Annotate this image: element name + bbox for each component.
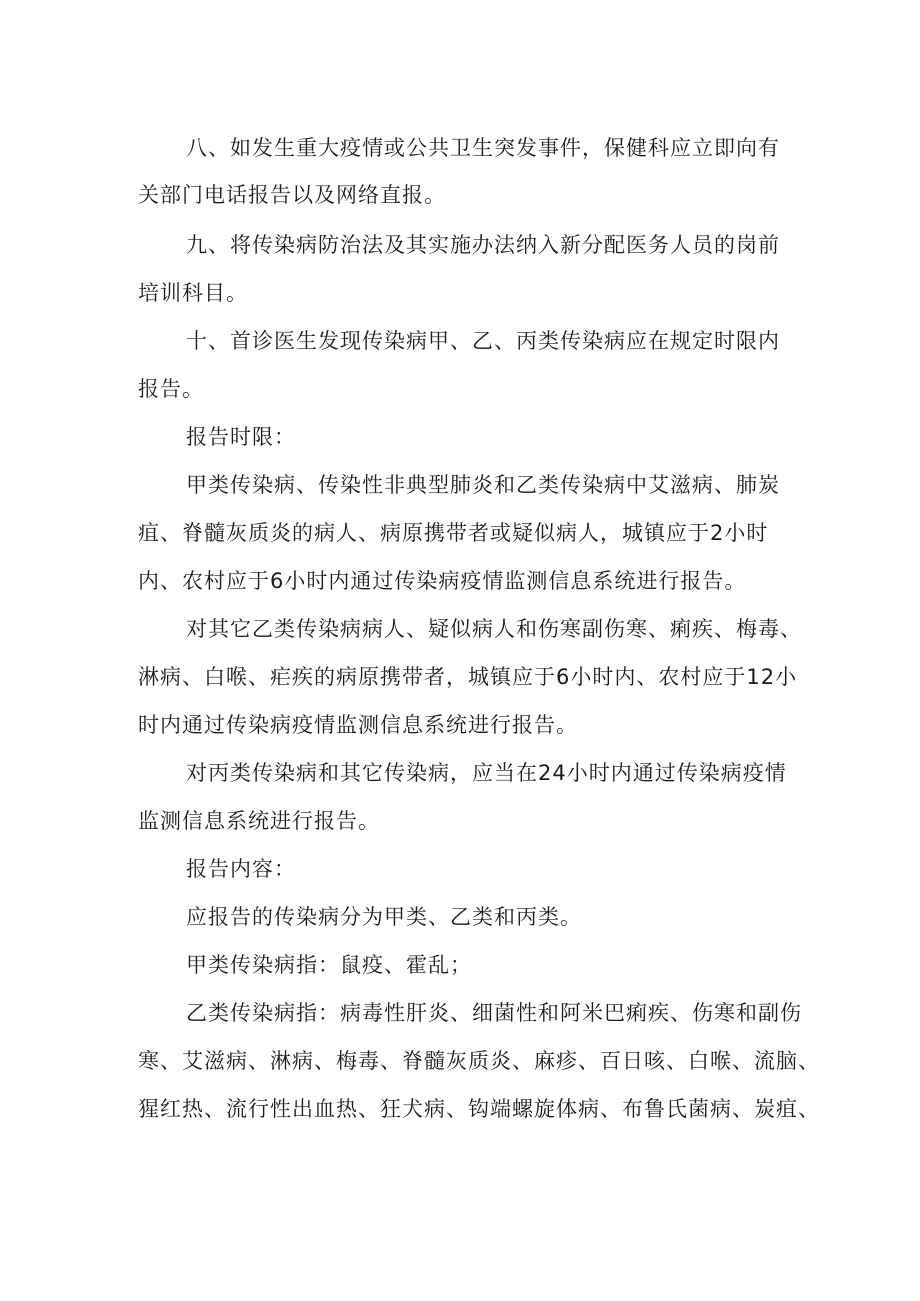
text-line: 内、农村应于6小时内通过传染病疫情监测信息系统进行报告。	[138, 569, 747, 593]
text-line: 甲类传染病指：鼠疫、霍乱；	[186, 953, 472, 977]
text-line: 应报告的传染病分为甲类、乙类和丙类。	[186, 905, 582, 929]
text-line: 对其它乙类传染病病人、疑似病人和伤寒副伤寒、痢疾、梅毒、	[186, 617, 802, 641]
text-line: 十、首诊医生发现传染病甲、乙、丙类传染病应在规定时限内	[186, 329, 780, 353]
text-line: 寒、艾滋病、淋病、梅毒、脊髓灰质炎、麻疹、百日咳、白喉、流脑、	[138, 1049, 820, 1073]
text-line: 关部门电话报告以及网络直报。	[138, 183, 446, 207]
text-line: 培训科目。	[138, 281, 248, 305]
text-line: 对丙类传染病和其它传染病，应当在24小时内通过传染病疫情	[186, 761, 787, 785]
section-heading: 报告时限：	[186, 425, 296, 449]
text-line: 猩红热、流行性出血热、狂犬病、钩端螺旋体病、布鲁氏菌病、炭疽、	[138, 1097, 820, 1121]
text-line: 监测信息系统进行报告。	[138, 809, 380, 833]
text-line: 淋病、白喉、疟疾的病原携带者，城镇应于6小时内、农村应于12小	[138, 665, 798, 689]
text-line: 时内通过传染病疫情监测信息系统进行报告。	[138, 713, 578, 737]
text-line: 八、如发生重大疫情或公共卫生突发事件，保健科应立即向有	[186, 136, 780, 160]
section-heading: 报告内容：	[186, 857, 296, 881]
text-line: 疽、脊髓灰质炎的病人、病原携带者或疑似病人，城镇应于2小时	[138, 521, 769, 545]
text-line: 乙类传染病指：病毒性肝炎、细菌性和阿米巴痢疾、伤寒和副伤	[186, 1001, 802, 1025]
text-line: 九、将传染病防治法及其实施办法纳入新分配医务人员的岗前	[186, 233, 780, 257]
text-line: 报告。	[138, 377, 204, 401]
text-line: 甲类传染病、传染性非典型肺炎和乙类传染病中艾滋病、肺炭	[186, 473, 780, 497]
